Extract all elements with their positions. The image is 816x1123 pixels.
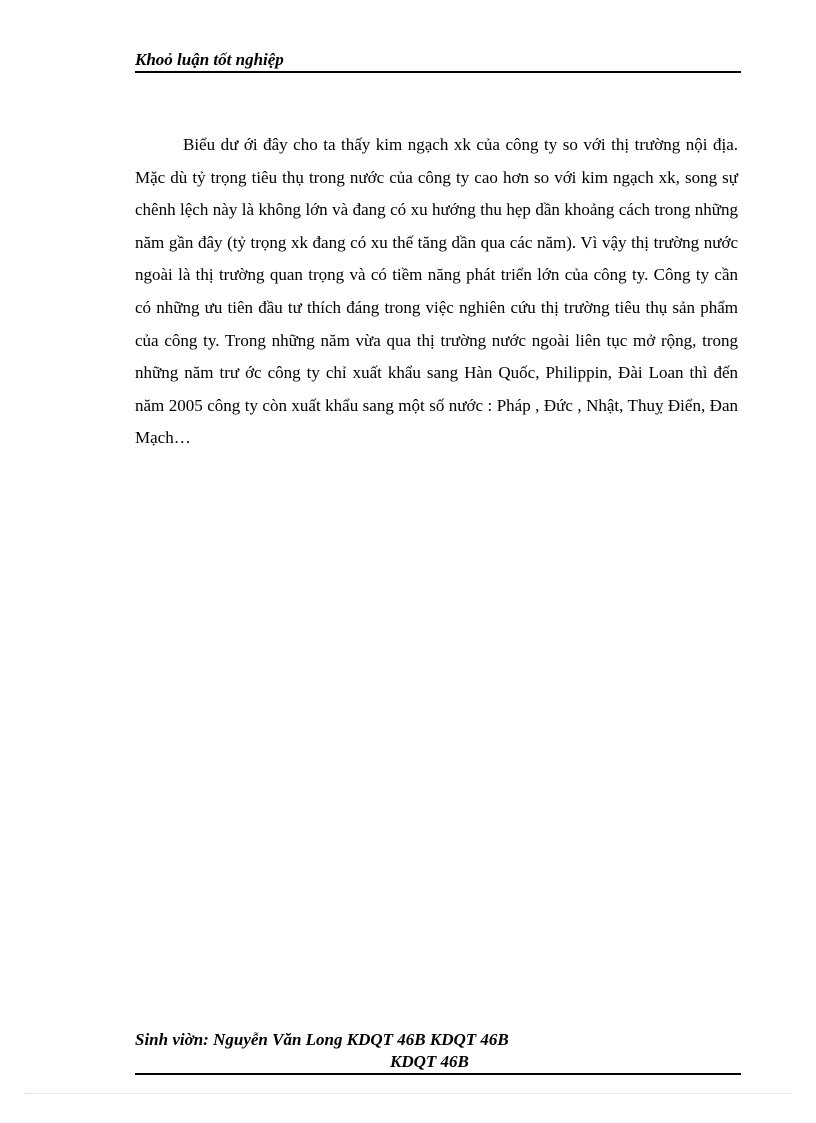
footer-divider: [135, 1073, 741, 1075]
page-header-title: Khoỏ luận tốt nghiệp: [135, 50, 284, 69]
body-paragraph: Biểu dư ới đây cho ta thấy kim ngạch xk của công ty so với thị trường nội địa. Mặc dù tỷ trọng tiêu thụ trong nước của công ty cao hơn so với kim ngạch xk, song sự chênh lệch này là không lớn và đang có xu hướng thu hẹp dần khoảng cách trong những năm gần đây (tỷ trọng xk đang có xu thế tăng dần qua các năm). Vì vậy thị trường nước ngoài là thị trường quan trọng và có tiềm năng phát triển lớn của công ty. Công ty cần có những ưu tiên đầu tư thích đáng trong việc nghiên cứu thị trường tiêu thụ sản phẩm của công ty. Trong những năm vừa qua thị trường nước ngoài liên tục mở rộng, trong những năm trư ớc công ty chỉ xuất khẩu sang Hàn Quốc, Philippin, Đài Loan thì đến năm 2005 công ty còn xuất khẩu sang một số nước : Pháp , Đức , Nhật, Thuỵ Điển, Đan Mạch…: [135, 135, 738, 448]
header-divider: [135, 71, 741, 73]
page-bottom-edge: [24, 1093, 792, 1094]
page-footer-class: KDQT 46B: [390, 1052, 469, 1071]
page-footer-author: Sinh viờn: Nguyễn Văn Long KDQT 46B KDQT 46B: [135, 1030, 509, 1049]
